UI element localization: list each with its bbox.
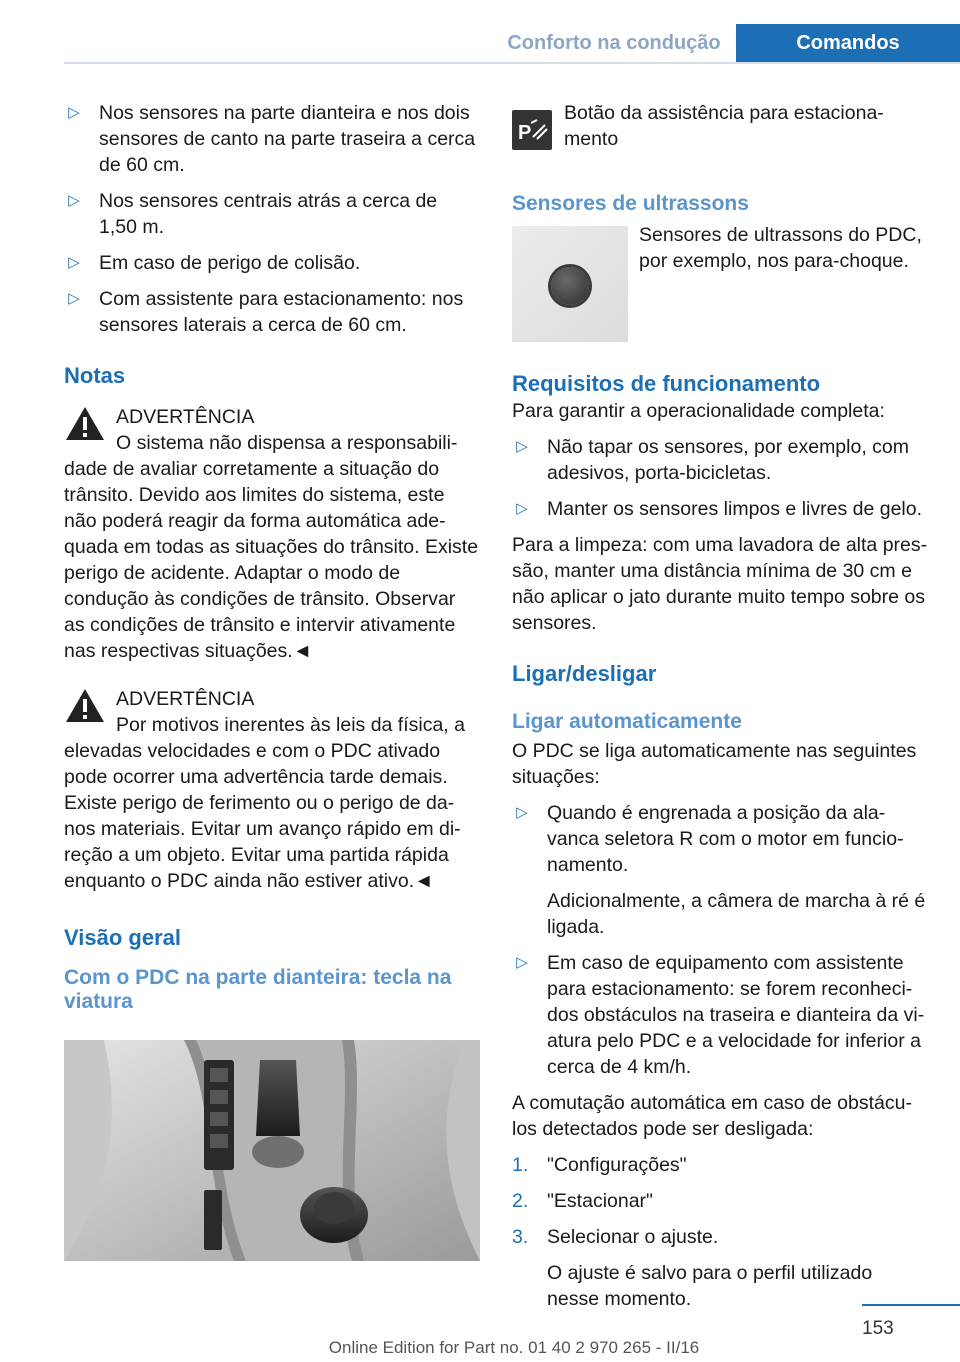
requirements-intro: Para garantir a operacionalidade completa: xyxy=(512,400,885,422)
list-item: ▷ Nos sensores centrais atrás a cerca de 1,50 m. xyxy=(64,188,480,240)
ultrasonic-sensor-row xyxy=(512,226,928,342)
warning-block xyxy=(64,404,480,664)
list-item: ▷ Em caso de perigo de colisão. xyxy=(64,250,480,276)
cleaning-text: Para a limpeza: com uma lavadora de alta pres-são, manter uma distância mínima de 30 cm e não aplicar o jato durante muito tempo sobre os sensores. xyxy=(512,534,928,634)
onoff-heading: Ligar/desligar xyxy=(512,661,657,686)
warning-triangle-icon xyxy=(64,404,106,442)
list-item: 3. Selecionar o ajuste. O ajuste é salvo para o perfil utilizado nesse momento. xyxy=(512,1226,873,1310)
list-item: ▷ Quando é engrenada a posição da ala-vanca seletora R com o motor em funcio-namento. Adicionalmente, a câmera de marcha à ré é ligada. xyxy=(512,800,928,940)
edition-footer: Online Edition for Part no. 01 40 2 970 265 - II/16 xyxy=(328,1338,700,1357)
overview-heading: Visão geral xyxy=(64,925,181,950)
auto-on-intro: O PDC se liga automaticamente nas seguintes situações: xyxy=(512,740,917,788)
requirements-heading: Requisitos de funcionamento xyxy=(512,371,821,396)
auto-on-heading: Ligar automaticamente xyxy=(512,710,742,733)
parking-assist-button-caption: Botão da assistência para estaciona-mento xyxy=(564,102,884,150)
list-item: ▷ Com assistente para estacionamento: nos sensores laterais a cerca de 60 cm. xyxy=(64,286,480,338)
triangle-bullet-icon: ▷ xyxy=(516,804,528,821)
ultrasonic-sensor-photo xyxy=(512,226,628,342)
warning-lead: Por motivos inerentes às leis da física, a xyxy=(116,714,465,736)
left-column xyxy=(64,100,480,1261)
triangle-bullet-icon: ▷ xyxy=(516,954,528,971)
triangle-bullet-icon: ▷ xyxy=(68,192,80,209)
warning-title: ADVERTÊNCIA xyxy=(116,406,255,428)
triangle-bullet-icon: ▷ xyxy=(68,254,80,271)
triangle-bullet-icon: ▷ xyxy=(516,500,528,517)
warning-title: ADVERTÊNCIA xyxy=(116,688,255,710)
list-item: ▷ Em caso de equipamento com assistente para estacionamento: se forem reconheci-dos obstáculos na traseira e dianteira da vi-atura pelo PDC e a velocidade for inferior a cerca de 4 km/h. xyxy=(512,950,928,1080)
triangle-bullet-icon: ▷ xyxy=(68,104,80,121)
header-divider xyxy=(64,62,960,64)
center-console-photo xyxy=(64,1040,480,1261)
page-number: 153 xyxy=(862,1318,894,1339)
list-item: ▷ Nos sensores na parte dianteira e nos dois sensores de canto na parte traseira a cerca de 60 cm. xyxy=(64,100,480,178)
warning-triangle-icon xyxy=(64,686,106,724)
ultrasonic-heading: Sensores de ultrassons xyxy=(512,192,749,215)
right-column xyxy=(512,100,928,1322)
overview-subheading: Com o PDC na parte dianteira: tecla na viatura xyxy=(64,966,452,1013)
header-section-title: Conforto na condução xyxy=(507,31,721,54)
header-chapter-tab: Comandos xyxy=(736,24,960,62)
svg-text:P: P xyxy=(518,122,532,144)
warning-lead: O sistema não dispensa a responsabili- xyxy=(116,432,458,454)
triangle-bullet-icon: ▷ xyxy=(68,290,80,307)
ultrasonic-caption: Sensores de ultrassons do PDC, por exemplo, nos para-choque. xyxy=(639,224,922,272)
list-item: ▷ Não tapar os sensores, por exemplo, com adesivos, porta-bicicletas. xyxy=(512,434,928,486)
auto-off-text: A comutação automática em caso de obstácu-los detectados pode ser desligada: xyxy=(512,1092,912,1140)
center-console-illustration xyxy=(64,1040,480,1261)
notes-heading: Notas xyxy=(64,363,126,388)
triangle-bullet-icon: ▷ xyxy=(516,438,528,455)
parking-assist-button-row xyxy=(512,100,928,152)
parking-assistant-button-icon xyxy=(512,110,552,150)
list-item: ▷ Manter os sensores limpos e livres de gelo. xyxy=(512,496,928,522)
warning-body: dade de avaliar corretamente a situação do trânsito. Devido aos limites do sistema, este não poderá reagir da forma automática ade-quada em todas as situações do trânsito. Existe perigo de acidente. Adaptar o modo de condução às condições de trânsito. Observar as condições de trânsito e intervir ativamente nas respectivas situações.◄ xyxy=(64,458,479,662)
warning-body: elevadas velocidades e com o PDC ativado pode ocorrer uma advertência tarde demais. Existe perigo de ferimento ou o perigo de da-nos materiais. Evitar um avanço rápido em di-reção a um objeto. Evitar uma partida rápida enquanto o PDC ainda não estiver ativo.◄ xyxy=(64,740,461,892)
warning-block xyxy=(64,686,480,894)
footer-divider xyxy=(862,1304,960,1306)
list-item: 2. "Estacionar" xyxy=(512,1190,653,1212)
sensor-icon xyxy=(551,267,589,305)
list-item: 1. "Configurações" xyxy=(512,1154,687,1176)
